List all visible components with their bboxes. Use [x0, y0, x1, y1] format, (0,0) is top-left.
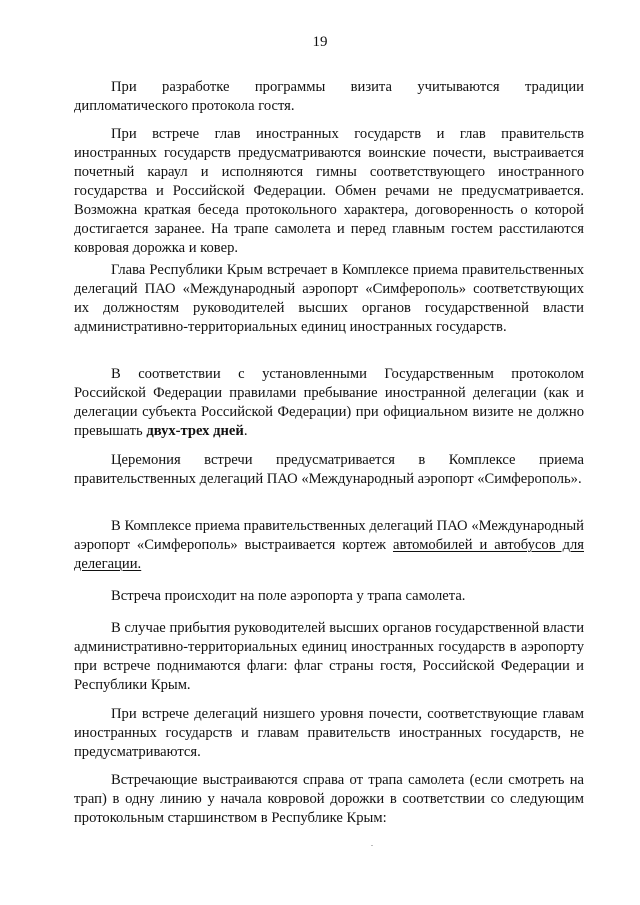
- paragraph-heads-of-state-welcome: При встрече глав иностранных государств и глав правительств иностранных государств предусматриваются воинские почести, выстраивается почетный караул и исполняются гимны соответствующего иностранного государства и Российской Федерации. Обмен речами не предусматривается. Возможна краткая беседа протокольного характера, договоренность о которой достигается заранее. На трапе самолета и перед главным гостем расстилаются ковровая дорожка и ковер.: [74, 126, 584, 256]
- visit-duration-emphasis: двух-трех дней: [146, 423, 244, 439]
- motorcade-underlined-text: автомобилей и автобусов для делегации.: [74, 537, 585, 572]
- paragraph-flags: В случае прибытия руководителей высших органов государственной власти административно-территориальных единиц иностранных государств в аэропорту при встрече поднимаются флаги: флаг страны гостя, Российской Федерации и Республики Крым.: [74, 620, 584, 693]
- page-number: 19: [312, 34, 328, 50]
- paragraph-program-planning: При разработке программы визита учитываются традиции дипломатического протокола гостя.: [74, 79, 584, 114]
- paragraph-ceremony-location: Церемония встречи предусматривается в Комплексе приема правительственных делегаций ПАО «Международный аэропорт «Симферополь».: [74, 452, 584, 487]
- motorcade-text: В Комплексе приема правительственных делегаций ПАО «Международный аэропорт «Симферополь» выстраивается кортеж: [74, 518, 584, 553]
- scan-speck: [371, 845, 373, 846]
- paragraph-motorcade: [74, 517, 584, 574]
- visit-duration-end: .: [243, 423, 248, 439]
- paragraph-visit-duration: [74, 365, 584, 441]
- paragraph-head-of-crimea-meets: Глава Республики Крым встречает в Комплексе приема правительственных делегаций ПАО «Международный аэропорт «Симферополь» соответствующих их должностям руководителей высших органов государственной власти административно-территориальных единиц иностранных государств.: [74, 262, 584, 335]
- paragraph-meeting-place: Встреча происходит на поле аэропорта у трапа самолета.: [111, 588, 466, 604]
- paragraph-lower-level-delegations: При встрече делегаций низшего уровня почести, соответствующие главам иностранных государств и главам правительств иностранных государств, не предусматриваются.: [74, 706, 584, 760]
- paragraph-greeting-line: Встречающие выстраиваются справа от трапа самолета (если смотреть на трап) в одну линию у начала ковровой дорожки в соответствии со следующим протокольным старшинством в Республике Крым:: [74, 772, 584, 826]
- visit-duration-text: В соответствии с установленными Государственным протоколом Российской Федерации правилами пребывание иностранной делегации (как и делегации субъекта Российской Федерации) при официальном визите не должно превышать: [74, 366, 584, 439]
